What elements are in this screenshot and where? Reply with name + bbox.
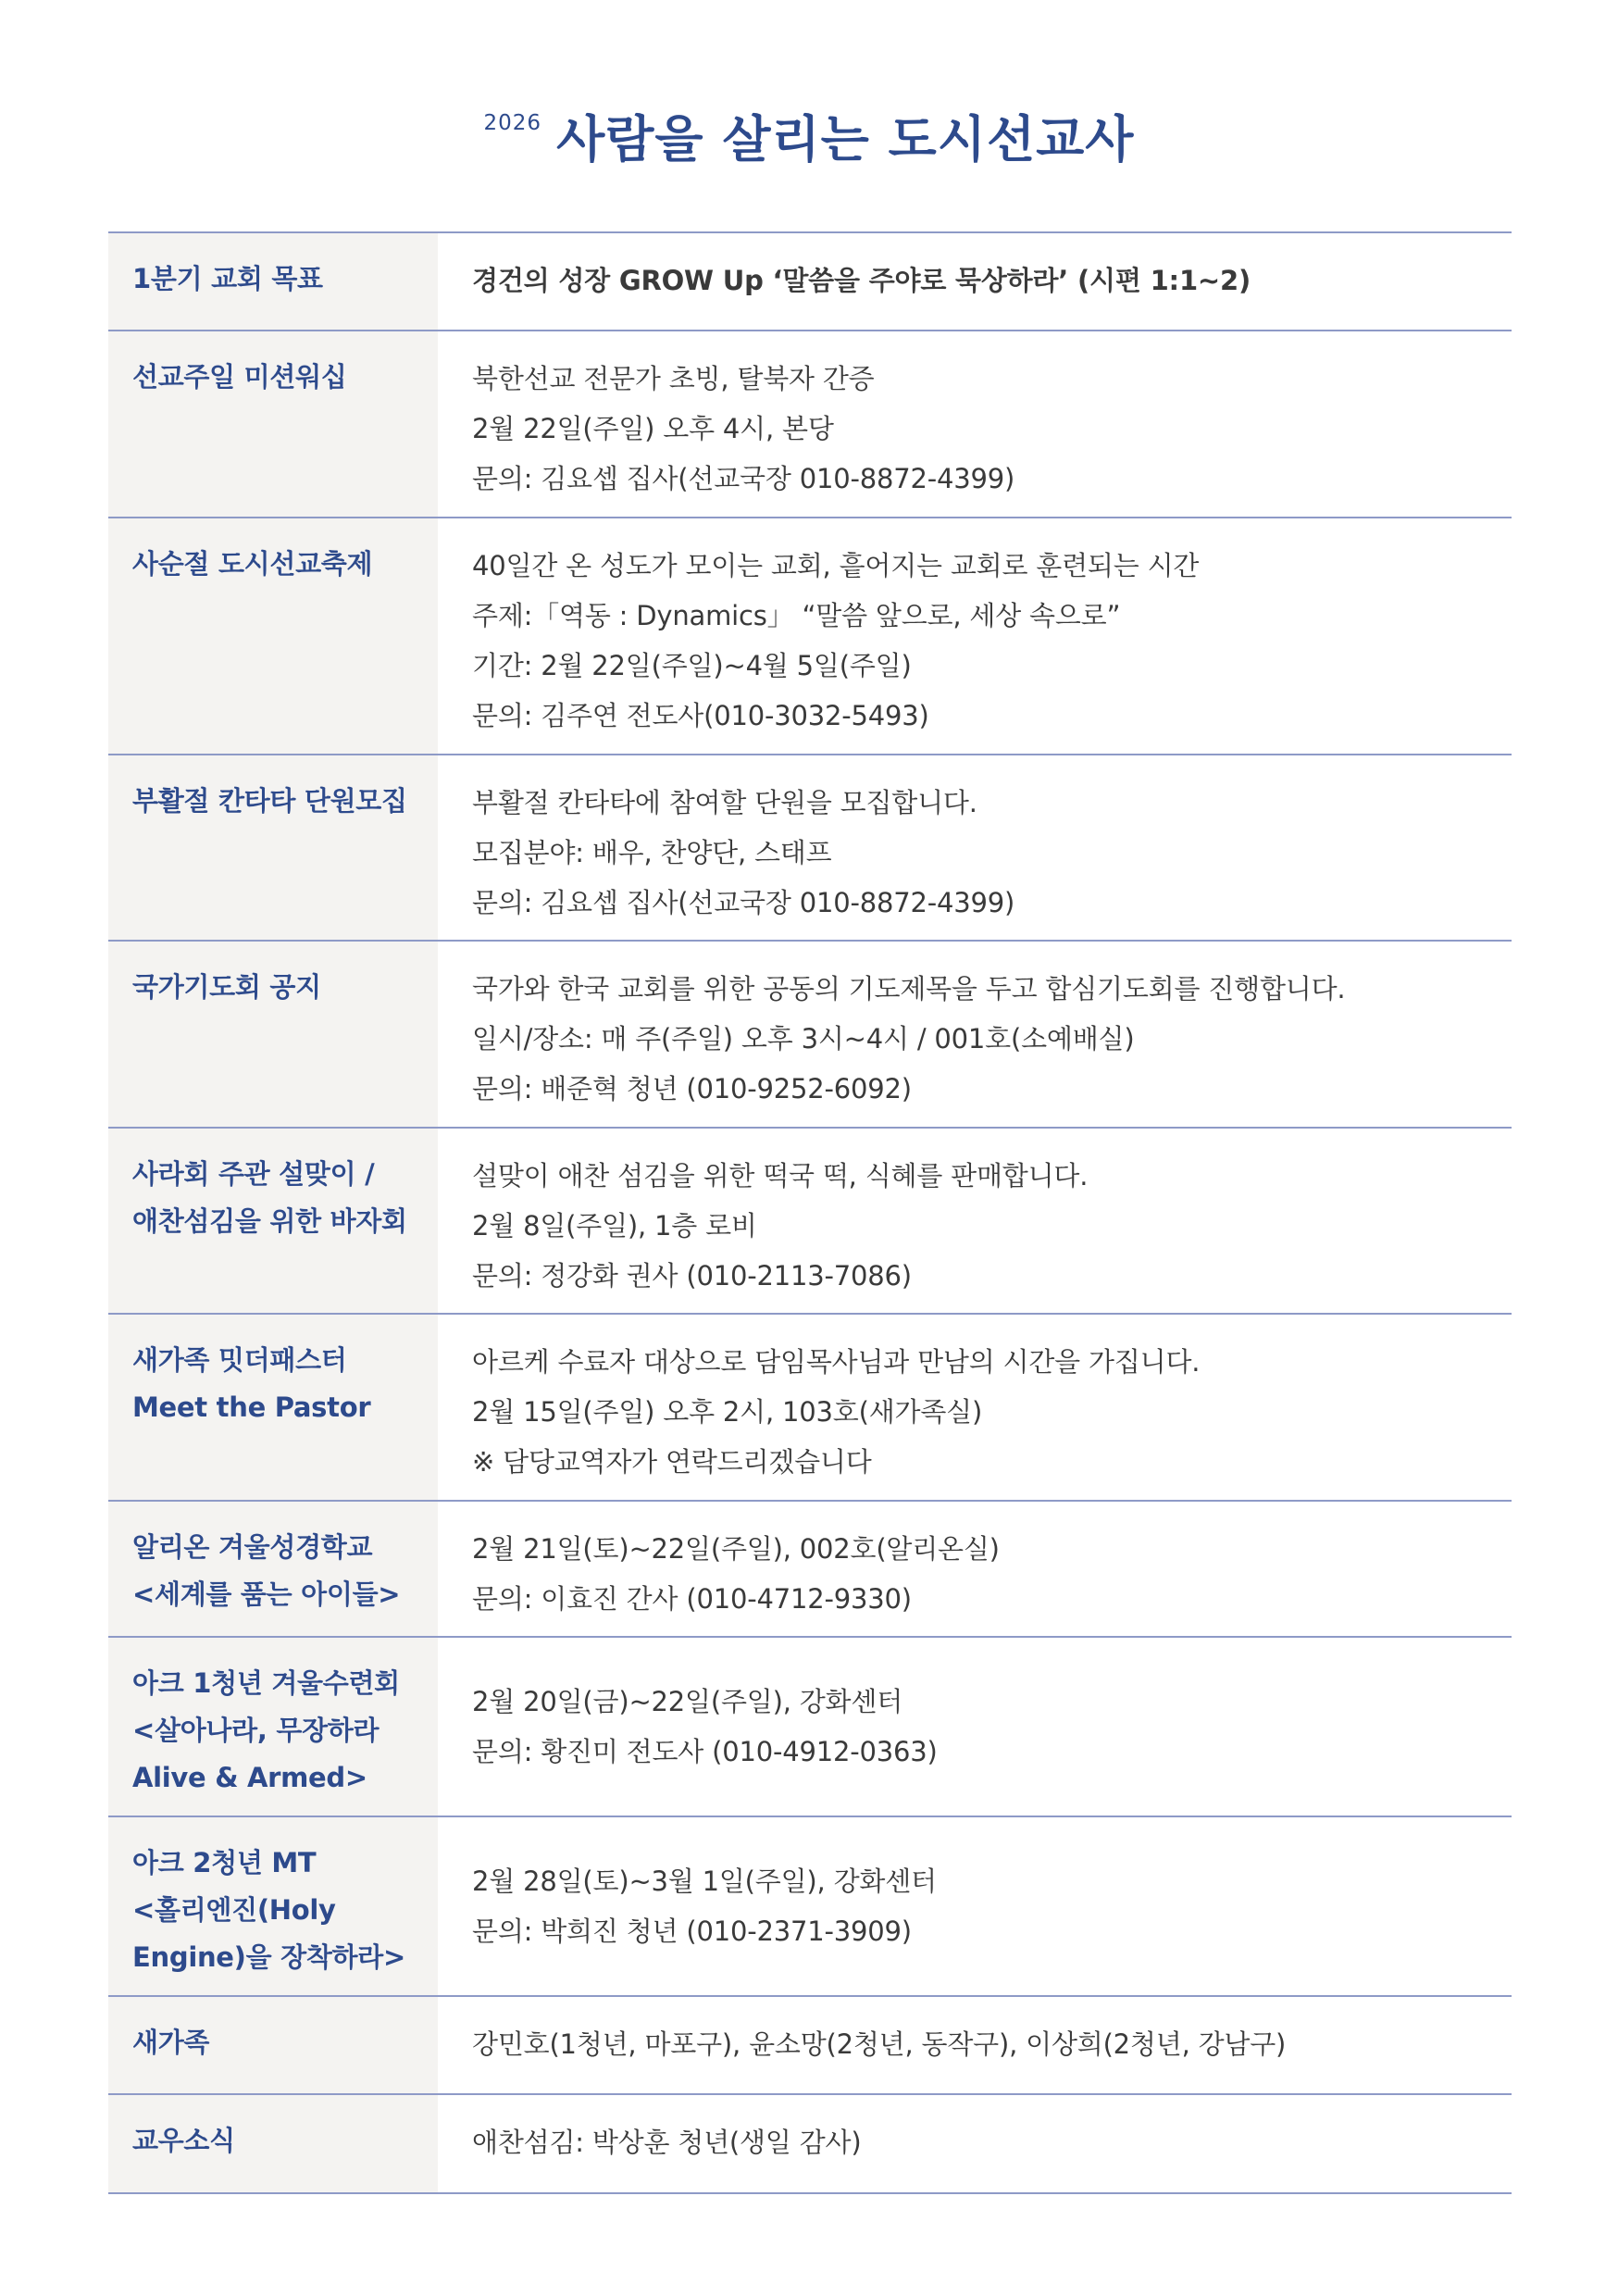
- row-content: [472, 2117, 861, 2167]
- table-row: [108, 942, 1512, 1129]
- table-row: [108, 1997, 1512, 2095]
- row-content-line: 40일간 온 성도가 모이는 교회, 흩어지는 교회로 훈련되는 시간: [472, 550, 1200, 581]
- row-content-line: 문의: 박희진 청년 (010-2371-3909): [472, 1915, 912, 1947]
- row-content: [472, 1856, 937, 1956]
- row-label-line: Alive & Armed>: [132, 1762, 367, 1793]
- row-label-line: 알리온 겨울성경학교: [132, 1531, 373, 1563]
- row-content: [472, 1337, 1200, 1487]
- page-title: 사람을 살리는 도시선교사: [556, 110, 1135, 168]
- row-content: [472, 778, 1014, 928]
- row-label: [132, 541, 372, 588]
- row-label-cell: [108, 1129, 438, 1313]
- row-content-line: 북한선교 전문가 초빙, 탈북자 간증: [472, 363, 875, 394]
- row-content-line: 문의: 황진미 전도사 (010-4912-0363): [472, 1736, 938, 1767]
- table-row: [108, 331, 1512, 518]
- row-content: [472, 354, 1014, 504]
- row-label-line: Engine)을 장착하라>: [132, 1941, 405, 1973]
- row-content-line: 문의: 김요셉 집사(선교국장 010-8872-4399): [472, 887, 1015, 918]
- row-label-line: 1분기 교회 목표: [132, 263, 323, 294]
- row-content-line: 2월 28일(토)~3월 1일(주일), 강화센터: [472, 1866, 937, 1897]
- row-content-line: 문의: 정강화 권사 (010-2113-7086): [472, 1260, 912, 1292]
- table-row: [108, 2095, 1512, 2194]
- table-row: [108, 1817, 1512, 1997]
- row-content-line: ※ 담당교역자가 연락드리겠습니다: [472, 1446, 872, 1478]
- row-label-cell: [108, 1315, 438, 1500]
- table-row: [108, 1502, 1512, 1638]
- row-label: [132, 1524, 400, 1618]
- row-content-line: 2월 22일(주일) 오후 4시, 본당: [472, 413, 834, 444]
- row-label-line: 선교주일 미션워십: [132, 361, 347, 393]
- row-content-line: 2월 20일(금)~22일(주일), 강화센터: [472, 1686, 903, 1717]
- row-label: [132, 256, 323, 303]
- row-content-line: 2월 8일(주일), 1층 로비: [472, 1210, 757, 1242]
- row-content-line: 애찬섬김: 박상훈 청년(생일 감사): [472, 2127, 862, 2158]
- row-label-line: 새가족 밋더패스터: [132, 1344, 347, 1376]
- row-label-line: 교우소식: [132, 2125, 235, 2156]
- row-label-cell: [108, 1638, 438, 1816]
- title-year: 2026: [483, 111, 542, 135]
- table-row: [108, 1129, 1512, 1315]
- row-label-cell: [108, 518, 438, 754]
- row-content: [472, 256, 1251, 306]
- row-content: [472, 1677, 938, 1777]
- row-label-line: 아크 1청년 겨울수련회: [132, 1667, 400, 1699]
- row-content-line: 문의: 배준혁 청년 (010-9252-6092): [472, 1073, 912, 1104]
- row-content-cell: [438, 1502, 1512, 1636]
- row-content: [472, 2019, 1286, 2069]
- row-content-line: 국가와 한국 교회를 위한 공동의 기도제목을 두고 합심기도회를 진행합니다.: [472, 973, 1346, 1004]
- table-row: [108, 518, 1512, 755]
- row-label: [132, 2117, 235, 2165]
- row-content: [472, 964, 1345, 1114]
- row-label: [132, 2019, 209, 2066]
- row-content-cell: [438, 755, 1512, 940]
- row-label-line: 사순절 도시선교축제: [132, 548, 373, 580]
- row-label-cell: [108, 1502, 438, 1636]
- row-label: [132, 964, 321, 1011]
- row-label-line: Meet the Pastor: [132, 1391, 371, 1423]
- row-content-cell: [438, 233, 1512, 330]
- row-label-line: <홀리엔진(Holy: [132, 1894, 336, 1926]
- row-content-cell: [438, 331, 1512, 517]
- row-content-line: 기간: 2월 22일(주일)~4월 5일(주일): [472, 650, 912, 681]
- row-content-cell: [438, 1315, 1512, 1500]
- row-content-line: 아르케 수료자 대상으로 담임목사님과 만남의 시간을 가집니다.: [472, 1346, 1201, 1378]
- row-content-cell: [438, 518, 1512, 754]
- row-label: [132, 778, 407, 825]
- table-row: [108, 1315, 1512, 1502]
- row-content: [472, 541, 1199, 741]
- row-label-line: 애찬섬김을 위한 바자회: [132, 1205, 407, 1237]
- page-header: [0, 0, 1618, 231]
- table-row: [108, 755, 1512, 942]
- table-row: [108, 1638, 1512, 1817]
- row-label: [132, 354, 347, 401]
- row-content-line: 부활절 칸타타에 참여할 단원을 모집합니다.: [472, 787, 977, 818]
- row-label-line: 사라회 주관 설맞이 /: [132, 1158, 375, 1190]
- row-content-line: 문의: 김주연 전도사(010-3032-5493): [472, 700, 929, 731]
- row-content-cell: [438, 1817, 1512, 1995]
- row-label: [132, 1337, 370, 1431]
- row-content-line: 문의: 김요셉 집사(선교국장 010-8872-4399): [472, 463, 1015, 494]
- row-label: [132, 1660, 400, 1802]
- row-label-line: <살아나라, 무장하라: [132, 1715, 380, 1746]
- row-content-line: 문의: 이효진 간사 (010-4712-9330): [472, 1583, 912, 1615]
- row-label-cell: [108, 2095, 438, 2192]
- notice-table: [108, 231, 1512, 2194]
- row-content: [472, 1524, 1000, 1624]
- row-content-line: 경건의 성장 GROW Up ‘말씀을 주야로 묵상하라’ (시편 1:1~2): [472, 265, 1251, 296]
- row-label-line: 부활절 칸타타 단원모집: [132, 785, 407, 817]
- row-label-cell: [108, 331, 438, 517]
- row-content-line: 주제:「역동 : Dynamics」 “말씀 앞으로, 세상 속으로”: [472, 600, 1121, 631]
- row-label-cell: [108, 233, 438, 330]
- title-wrap: [0, 100, 1618, 171]
- row-label-cell: [108, 1817, 438, 1995]
- row-content-line: 2월 21일(토)~22일(주일), 002호(알리온실): [472, 1533, 1000, 1565]
- table-row: [108, 233, 1512, 331]
- row-label-line: <세계를 품는 아이들>: [132, 1578, 401, 1610]
- row-content-cell: [438, 1997, 1512, 2093]
- row-content-cell: [438, 1129, 1512, 1313]
- row-content-line: 일시/장소: 매 주(주일) 오후 3시~4시 / 001호(소예배실): [472, 1023, 1135, 1054]
- row-content-line: 2월 15일(주일) 오후 2시, 103호(새가족실): [472, 1396, 983, 1428]
- row-label-line: 새가족: [132, 2027, 210, 2058]
- row-label-line: 국가기도회 공지: [132, 971, 321, 1003]
- row-label-cell: [108, 1997, 438, 2093]
- row-content-cell: [438, 2095, 1512, 2192]
- row-label: [132, 1840, 405, 1981]
- row-label-cell: [108, 942, 438, 1127]
- row-label-cell: [108, 755, 438, 940]
- row-content: [472, 1151, 1088, 1301]
- row-content-line: 강민호(1청년, 마포구), 윤소망(2청년, 동작구), 이상희(2청년, 강남구): [472, 2028, 1287, 2060]
- row-content-line: 설맞이 애찬 섬김을 위한 떡국 떡, 식혜를 판매합니다.: [472, 1160, 1089, 1192]
- row-content-cell: [438, 1638, 1512, 1816]
- row-label: [132, 1151, 407, 1245]
- row-content-cell: [438, 942, 1512, 1127]
- row-label-line: 아크 2청년 MT: [132, 1847, 317, 1878]
- row-content-line: 모집분야: 배우, 찬양단, 스태프: [472, 837, 832, 868]
